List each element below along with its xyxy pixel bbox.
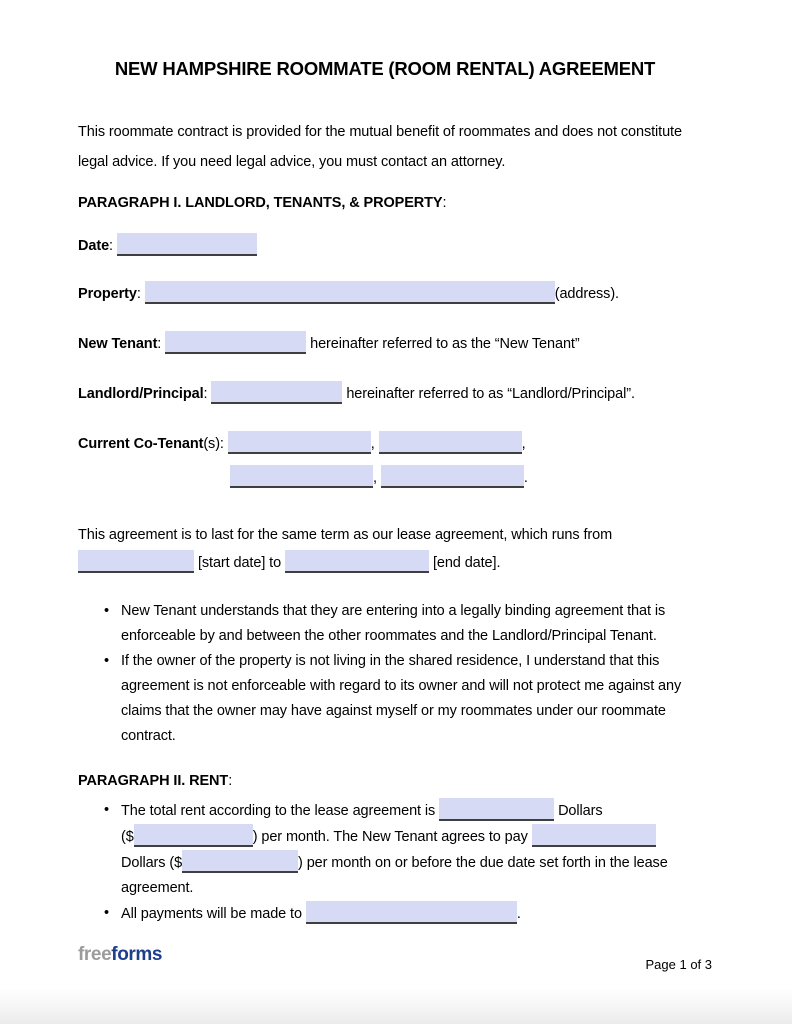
freeforms-logo (78, 944, 162, 966)
property-field[interactable] (145, 281, 555, 304)
section2-heading-text: PARAGRAPH II. RENT (78, 773, 229, 789)
new-tenant-rent-amount-field[interactable] (182, 850, 298, 873)
document-title: NEW HAMPSHIRE ROOMMATE (ROOM RENTAL) AGREEMENT (114, 58, 656, 79)
property-colon: : (136, 286, 141, 302)
property-row (78, 281, 692, 307)
new-tenant-label: New Tenant (78, 336, 158, 352)
property-label: Property (78, 286, 137, 302)
landlord-row (78, 381, 692, 407)
cotenant-label: Current Co-Tenant (78, 436, 204, 452)
cotenant-field-2[interactable] (379, 431, 522, 454)
logo-free-text: free (78, 944, 112, 965)
cotenant-label-rest: (s): (203, 436, 224, 452)
rent-seg3: ($ (121, 829, 134, 845)
new-tenant-field[interactable] (165, 331, 306, 354)
intro-paragraph: This roommate contract is provided for the mutual benefit of roommates and does not constitute legal advice. If you need legal advice, you must contact an attorney. (78, 124, 682, 170)
cotenant-row-1 (78, 431, 692, 457)
owner-not-living-item: • If the owner of the property is not living in the shared residence, I understand that this agreement is not enforceable with regard to its owner and will not protect me against any claims that the owner may have against myself or my roommates under our roommate contract. (78, 649, 692, 749)
rent-bullet-list (78, 798, 692, 927)
total-rent-amount-field[interactable] (134, 824, 253, 847)
lease-start-date-field[interactable] (78, 550, 194, 573)
new-tenant-row (78, 331, 692, 357)
rent-seg7: agreement. (121, 880, 194, 896)
rent-seg4: ) per month. The New Tenant agrees to pay (252, 829, 528, 845)
property-suffix: (address). (554, 286, 619, 302)
rent-seg5: Dollars ($ (121, 855, 183, 871)
cotenant-separator-2: , (521, 436, 526, 452)
payments-period: . (516, 906, 521, 922)
payments-item (78, 901, 692, 927)
payments-prefix: All payments will be made to (121, 906, 302, 922)
rent-seg2: Dollars (558, 803, 603, 819)
cotenant-separator-1: , (370, 436, 375, 452)
rent-seg6: ) per month on or before the due date set forth in the lease (298, 855, 668, 871)
binding-agreement-item: • New Tenant understands that they are entering into a legally binding agreement that is enforceable by and between the other roommates and the Landlord/Principal Tenant. (78, 599, 692, 649)
cotenant-field-4[interactable] (381, 465, 524, 488)
cotenant-row-2 (78, 465, 692, 491)
new-tenant-rent-words-field[interactable] (532, 824, 656, 847)
landlord-suffix: hereinafter referred to as “Landlord/Principal”. (346, 386, 635, 402)
section2-heading-colon: : (228, 773, 233, 789)
lease-term-between: [start date] to (197, 555, 282, 571)
agreement-bullet-list (78, 599, 692, 749)
new-tenant-colon: : (157, 336, 162, 352)
new-tenant-suffix: hereinafter referred to as the “New Tenant” (310, 336, 580, 352)
section1-heading-colon: : (442, 195, 447, 211)
date-field[interactable] (117, 233, 257, 256)
landlord-colon: : (203, 386, 208, 402)
rent-amount-item (78, 798, 692, 901)
cotenant-separator-3: , (373, 470, 377, 486)
lease-term-after: [end date]. (432, 555, 501, 571)
section1-heading-text: PARAGRAPH I. LANDLORD, TENANTS, & PROPERTY (78, 195, 443, 211)
page-indicator: Page 1 of 3 (645, 957, 712, 972)
landlord-field[interactable] (211, 381, 342, 404)
payments-to-field[interactable] (306, 901, 517, 924)
cotenant-field-1[interactable] (228, 431, 371, 454)
logo-forms-text: forms (111, 944, 163, 965)
landlord-label: Landlord/Principal (78, 386, 204, 402)
cotenant-field-3[interactable] (230, 465, 373, 488)
total-rent-words-field[interactable] (439, 798, 554, 821)
date-row (78, 233, 692, 259)
lease-term-line1: This agreement is to last for the same term as our lease agreement, which runs from (78, 527, 613, 543)
rent-seg1: The total rent according to the lease agreement is (121, 803, 436, 819)
cotenant-terminator: . (523, 470, 528, 486)
lease-term-paragraph (78, 521, 692, 577)
date-colon: : (109, 238, 113, 254)
page-bottom-edge (0, 988, 792, 1024)
section1-heading (78, 193, 692, 213)
section2-heading (78, 771, 692, 791)
date-label: Date (78, 238, 110, 254)
lease-end-date-field[interactable] (285, 550, 429, 573)
